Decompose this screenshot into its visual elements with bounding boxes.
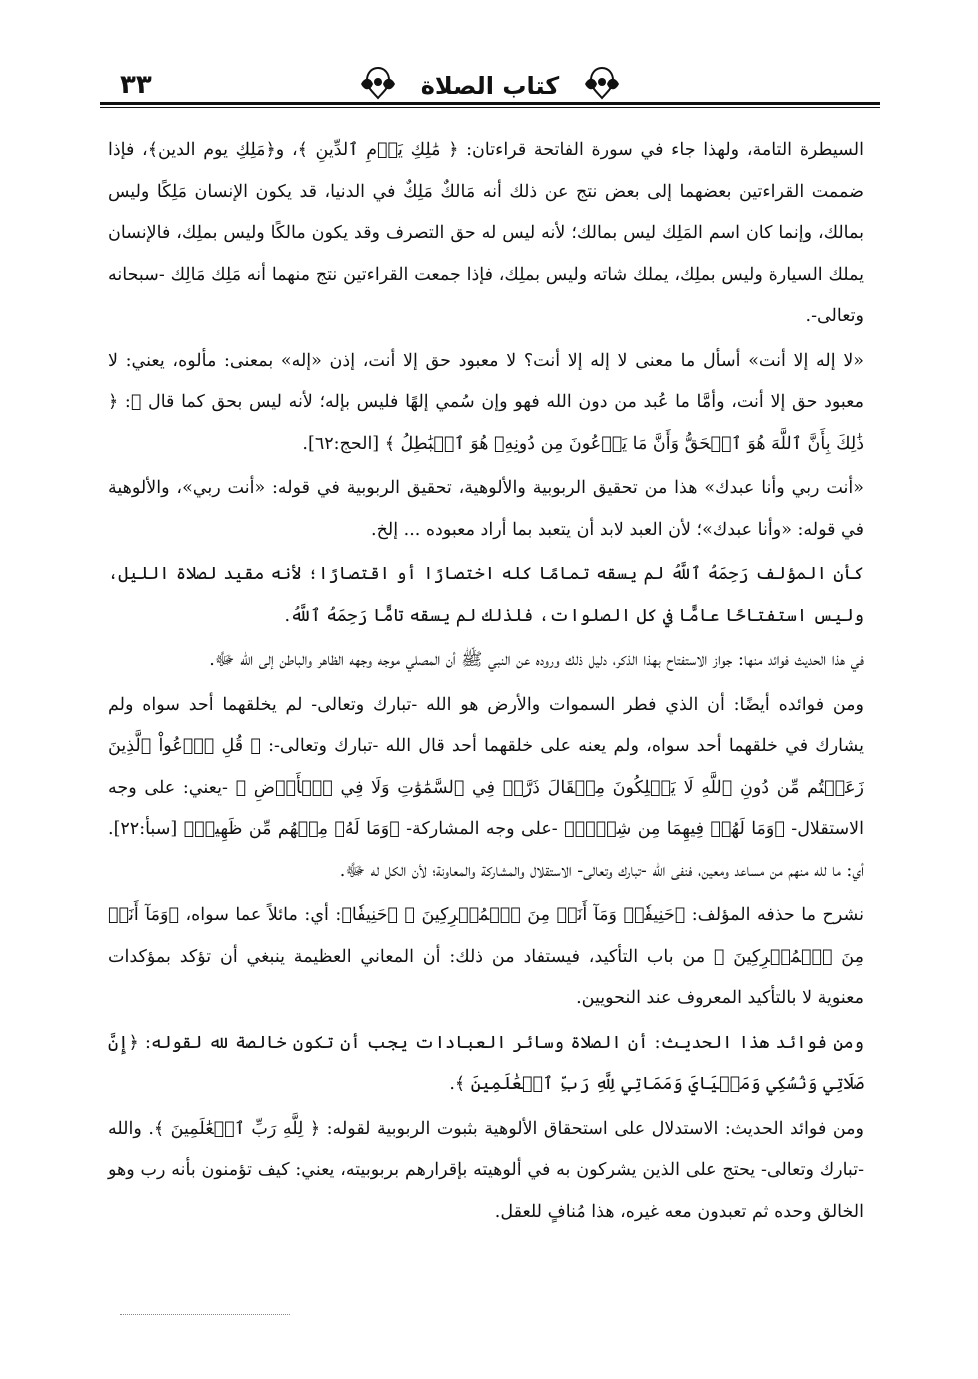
- ornament-right-icon: [579, 64, 625, 104]
- paragraph-5: في هذا الحديث فوائد منها: جواز الاستفتاح بهذا الذكر، دليل ذلك وروده عن النبي ﷺ أن المصلي موجه وجهه الظاهر والباطن إلى الله ﷻ.: [209, 650, 864, 670]
- paragraph-8: ومن فوائد هذا الحديث: أن الصلاة وسائر العبادات يجب أن تكون خالصة لله لقوله: ﴿إِنَّ صَلَاتِي وَنُسُكِي وَمَحۡيَايَ وَمَمَاتِي لِلَّهِ رَبِّ ٱلۡعَٰلَمِينَ ﴾.: [108, 1032, 864, 1094]
- paragraph-7: نشرح ما حذفه المؤلف: ﴿حَنِيفٗاۖ وَمَآ أَنَا۠ مِنَ ٱلۡمُشۡرِكِينَ ﴾ ﴿حَنِيفٗا﴾: أي: مائلاً عما سواه، ﴿وَمَآ أَنَا۠ مِنَ ٱلۡمُشۡرِكِينَ ﴾ من باب التأكيد، فيستفاد من ذلك: أن المعاني العظيمة ينبغي أن تؤكد بمؤكدات معنوية لا بالتأكيد المعروف عند النحويين.: [108, 905, 864, 1008]
- page-number: ٣٣: [120, 70, 152, 100]
- body-text: [108, 130, 864, 1236]
- header-rule: [100, 102, 880, 105]
- paragraph-3: «أنت ربي وأنا عبدك» هذا من تحقيق الربوبية والألوهية، تحقيق الربوبية في قوله: «أنت ربي»، والألوهية في قوله: «وأنا عبدك»؛ لأن العبد لابد أن يتعبد بما أراد معبوده ... إلخ.: [108, 478, 864, 540]
- ornament-left-icon: [355, 64, 401, 104]
- footer-rule: [120, 1314, 290, 1315]
- header-rule-thin: [100, 107, 880, 108]
- paragraph-1: السيطرة التامة، ولهذا جاء في سورة الفاتحة قراءتان: ﴿ مَٰلِكِ يَوۡمِ ٱلدِّينِ ﴾، و﴿مَلِكِ يوم الدين﴾، فإذا ضممت القراءتين بعضهما إلى بعض نتج عن ذلك أنه مَالكٌ مَلِكٌ في الدنيا، قد يكون الإنسان مَلِكًا وليس بمالك، وإنما كان اسم المَلِك ليس بمالك؛ لأنه ليس له حق التصرف وقد يكون مالكًا وليس بملِك، فالإنسان يملك السيارة وليس بملِك، يملك شاته وليس بملِك، فإذا جمعت القراءتين نتج منهما أنه مَلِك مَالِك -سبحانه وتعالى-.: [108, 140, 864, 326]
- chapter-title: كتاب الصلاة: [331, 72, 650, 100]
- paragraph-9: ومن فوائد الحديث: الاستدلال على استحقاق الألوهية بثبوت الربوبية لقوله: ﴿ لِلَّهِ رَبِّ ٱلۡعَٰلَمِينَ ﴾. والله -تبارك وتعالى- يحتج على الذين يشركون به في ألوهيته بإقرارهم بربوبيته، يعني: كيف تؤمنون بأنه رب وهو الخالق وحده ثم تعبدون معه غيره، هذا مُنافٍ للعقل.: [108, 1118, 864, 1222]
- paragraph-4: كأن المؤلف رَحِمَهُ ٱللَّهُ لم يسقه تمامًا كله اختصارًا أو اقتصارًا؛ لأنه مقيد لصلاة الليل، وليس استفتاحًا عامًّا في كل الصلوات، فلذلك لم يسقه تامًّا رَحِمَهُ ٱللَّهُ.: [108, 564, 864, 626]
- paragraph-2: «لا إله إلا أنت» أسأل ما معنى لا إله إلا أنت؟ لا معبود حق إلا أنت، إذن «إله» بمعنى: مألوه، يعني: لا معبود حق إلا أنت، وأمَّا ما عُبد من دون الله فهو وإن سُمي إلهًا فليس بإله؛ لأنه ليس بحق كما قال ﷻ: ﴿ ذَٰلِكَ بِأَنَّ ٱللَّهَ هُوَ ٱلۡحَقُّ وَأَنَّ مَا يَدۡعُونَ مِن دُونِهِۦ هُوَ ٱلۡبَٰطِلُ ﴾ [الحج:٦٢].: [108, 350, 864, 454]
- page-header: [100, 62, 880, 112]
- paragraph-6: ومن فوائده أيضًا: أن الذي فطر السموات والأرض هو الله -تبارك وتعالى- لم يخلقهما أحد سواه ولم يشارك في خلقهما أحد سواه، ولم يعنه على خلقهما أحد قال الله -تبارك وتعالى-: ﴿ قُلِ ٱدۡعُواْ ٱلَّذِينَ زَعَمۡتُم مِّن دُونِ ٱللَّهِ لَا يَمۡلِكُونَ مِثۡقَالَ ذَرَّةٖ فِي ٱلسَّمَٰوَٰتِ وَلَا فِي ٱلۡأَرۡضِ ﴾ -يعني: على وجه الاستقلال- ﴿وَمَا لَهُمۡ فِيهِمَا مِن شِرۡكٖ﴾ -على وجه المشاركة- ﴿وَمَا لَهُۥ مِنۡهُم مِّن ظَهِيرٖ﴾ [سبأ:٢٢]. أي: ما لله منهم من مساعد ومعين، فنفى الله -تبارك وتعالى- الاستقلال والمشاركة والمعاونة؛ لأن الكل له ﷻ.: [108, 694, 864, 881]
